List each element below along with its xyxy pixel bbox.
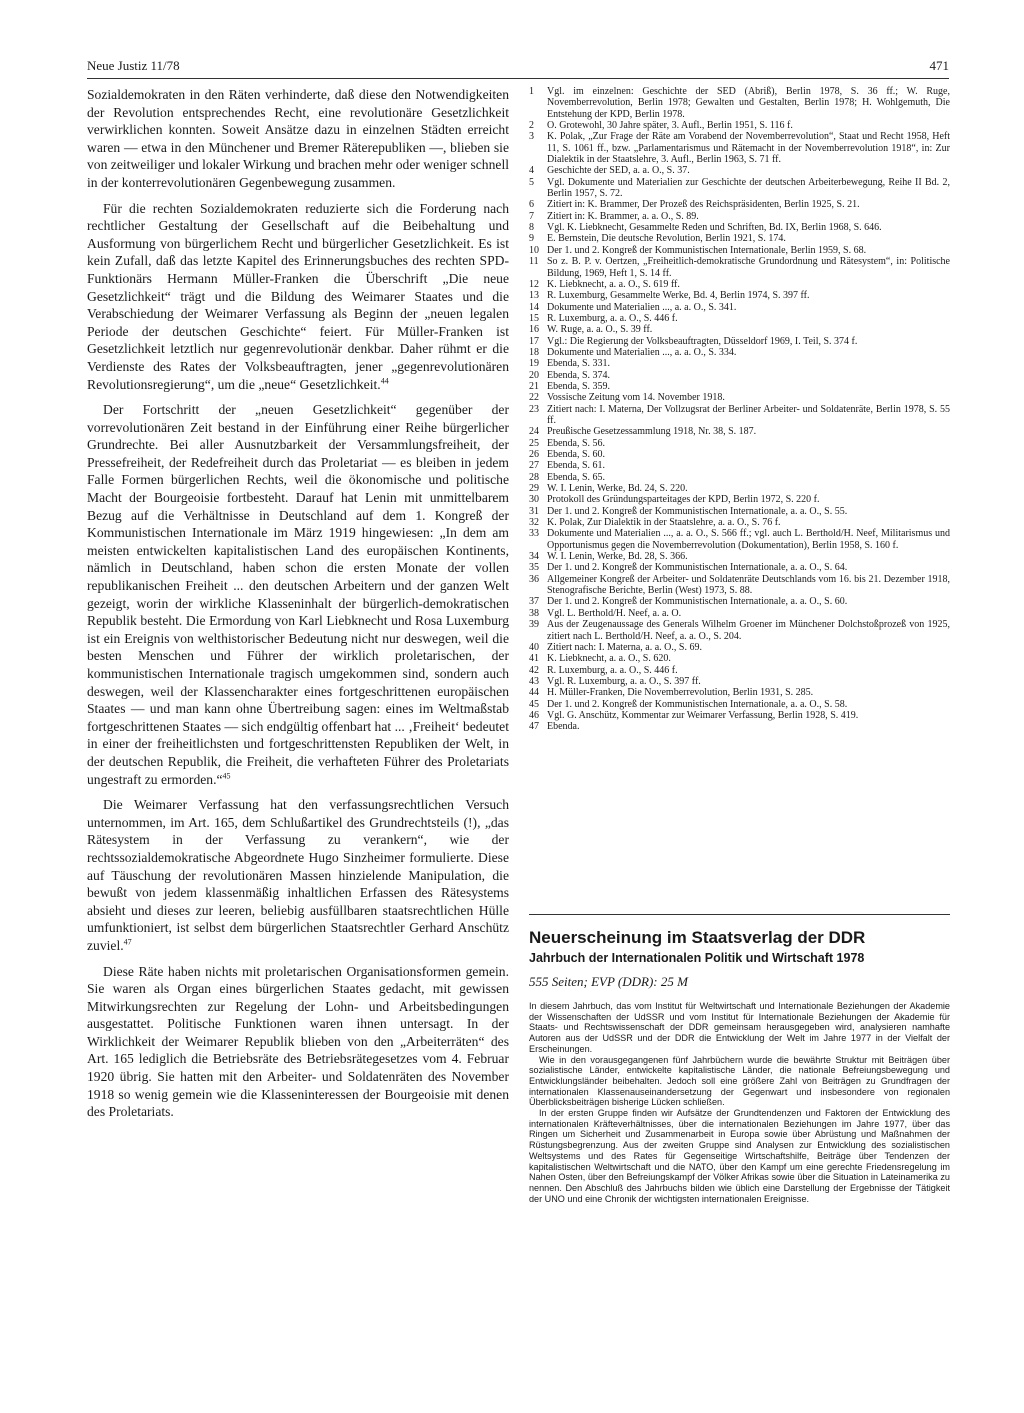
footnote-number: 2 <box>529 120 534 132</box>
footnote-item <box>529 619 950 642</box>
footnote-number: 3 <box>529 131 534 143</box>
footnote-number: 36 <box>529 573 539 585</box>
footnote-number: 19 <box>529 358 539 370</box>
footnote-number: 33 <box>529 528 539 540</box>
footnote-text: Vgl. R. Luxemburg, a. a. O., S. 397 ff. <box>547 675 701 687</box>
footnote-number: 38 <box>529 607 539 619</box>
footnote-text: Ebenda, S. 331. <box>547 358 611 370</box>
announcement-paragraph: Wie in den vorausgegangenen fünf Jahrbüchern wurde die bewährte Struktur mit Beiträgen über sozialistische Länder, entwickelte kapitalistische Länder, die nationale Befreiungsbewegung und Entwicklungsländer beibehalten. Jedoch soll eine größere Zahl von Beiträgen zu Grundfragen der internationalen Klassenauseinandersetzung der Gegenwart und insbesondere von regionalen Überblicksbeiträgen bisherige Lücken schließen. <box>529 1054 950 1108</box>
footnote-text: Vgl.: Die Regierung der Volksbeauftragten, Düsseldorf 1969, I. Teil, S. 374 f. <box>547 335 858 347</box>
footnote-item <box>529 199 950 210</box>
footnote-text: Geschichte der SED, a. a. O., S. 37. <box>547 165 690 177</box>
page-header <box>87 58 949 79</box>
footnote-number: 9 <box>529 233 534 245</box>
footnote-text: Der 1. und 2. Kongreß der Kommunistischen Internationale, Berlin 1959, S. 68. <box>547 244 867 256</box>
footnote-item <box>529 710 950 721</box>
footnote-number: 27 <box>529 460 539 472</box>
footnote-text: Der 1. und 2. Kongreß der Kommunistischen Internationale, a. a. O., S. 60. <box>547 596 848 608</box>
footnote-text: Ebenda, S. 65. <box>547 471 606 483</box>
footnote-number: 47 <box>529 721 539 733</box>
footnote-number: 41 <box>529 653 539 665</box>
footnote-text: So z. B. P. v. Oertzen, „Freiheitlich-demokratische Grundordnung und Rätesystem“, in: Politische Bildung, 1969, Heft 1, S. 14 ff. <box>547 256 950 279</box>
footnote-text: Vgl. K. Liebknecht, Gesammelte Reden und Schriften, Bd. IX, Berlin 1968, S. 646. <box>547 222 882 234</box>
footnote-item <box>529 233 950 244</box>
journal-title: Neue Justiz 11/78 <box>87 58 180 73</box>
footnote-number: 46 <box>529 709 539 721</box>
footnote-number: 22 <box>529 392 539 404</box>
footnote-number: 39 <box>529 619 539 631</box>
footnote-number: 14 <box>529 301 539 313</box>
footnote-text: Zitiert nach: I. Materna, Der Vollzugsrat der Berliner Arbeiter- und Soldatenräte, Berlin 1978, S. 55 ff. <box>547 403 950 426</box>
footnote-item <box>529 245 950 256</box>
footnote-item <box>529 687 950 698</box>
footnote-item <box>529 358 950 369</box>
footnote-text: Ebenda, S. 359. <box>547 380 611 392</box>
footnote-number: 25 <box>529 437 539 449</box>
announcement-headline: Neuerscheinung im Staatsverlag der DDR <box>529 928 866 947</box>
footnote-item <box>529 494 950 505</box>
body-paragraph: Für die rechten Sozialdemokraten reduzierte sich die Forderung nach rechtlicher Gestaltung der Gesellschaft auf die Beibehaltung und Ausformung von bürgerlichem Recht und bürgerlicher Gesetzlichkeit. Es ist kein Zufall, daß das letzte Kapitel des Erinnerungsbuches des rechten SPD-Funktionärs Hermann Müller-Franken die Überschrift „Die neue Gesetzlichkeit“ trägt und die Bildung des Weimarer Staates und die Verabschiedung der Weimarer Verfassung als Beginn der „neuen legalen Periode der deutschen Geschichte“ feiert. Für Müller-Franken ist Gesetzlichkeit letztlich nur gegenrevolutionär denkbar. Daher rühmt er die Verdienste des Rates der Volksbeauftragten, jener „gegenrevolutionären Revolutionsregierung“, um die „neue“ Gesetzlichkeit.$^{44}$ <box>87 200 509 392</box>
page-number: 471 <box>929 58 949 73</box>
footnote-number: 37 <box>529 596 539 608</box>
footnotes-list <box>529 86 950 733</box>
footnote-text: H. Müller-Franken, Die Novemberrevolution, Berlin 1931, S. 285. <box>547 687 814 699</box>
footnote-item <box>529 699 950 710</box>
footnote-item <box>529 460 950 471</box>
footnote-item <box>529 551 950 562</box>
footnote-text: Der 1. und 2. Kongreß der Kommunistischen Internationale, a. a. O., S. 64. <box>547 562 848 574</box>
footnote-number: 42 <box>529 664 539 676</box>
footnote-number: 1 <box>529 86 534 97</box>
footnote-number: 21 <box>529 380 539 392</box>
footnote-text: Dokumente und Materialien ..., a. a. O., S. 334. <box>547 346 737 358</box>
footnote-number: 6 <box>529 199 534 211</box>
footnote-item <box>529 676 950 687</box>
footnote-item <box>529 347 950 358</box>
footnote-text: Der 1. und 2. Kongreß der Kommunistischen Internationale, a. a. O., S. 55. <box>547 505 848 517</box>
footnote-text: Zitiert in: K. Brammer, Der Prozeß des Reichspräsidenten, Berlin 1925, S. 21. <box>547 199 860 211</box>
announcement-paragraph: In der ersten Gruppe finden wir Aufsätze der Grundtendenzen und Faktoren der Entwicklung des internationalen Kräfteverhältnisses, über die internationalen Beziehungen im Jahre 1977, über das Ringen um Sicherheit und Zusammenarbeit in Europa sowie über Abrüstung und Maßnahmen der Rüstungsbegrenzung. Aus der zweiten Gruppe sind Analysen zur Entwicklung des sozialistischen Weltsystems und des Rates für Gegenseitige Wirtschaftshilfe, Beiträge über Tendenzen der kapitalistischen Weltwirtschaft und die NATO, über den Kampf um eine gerechte Friedensregelung im Nahen Osten, über den Befreiungskampf der Völker Afrikas sowie über die Situation in Lateinamerika zu nennen. Den Abschluß des Jahrbuchs bilden wie üblich eine Darstellung der Ergebnisse der Tätigkeit der UNO und eine Chronik der wichtigsten internationalen Ereignisse. <box>529 1108 950 1204</box>
footnote-ref[interactable]: 45 <box>222 771 231 781</box>
footnote-text: W. I. Lenin, Werke, Bd. 24, S. 220. <box>547 483 688 495</box>
footnote-text: O. Grotewohl, 30 Jahre später, 3. Aufl., Berlin 1951, S. 116 f. <box>547 120 793 132</box>
footnote-number: 29 <box>529 483 539 495</box>
footnote-item <box>529 472 950 483</box>
footnote-item <box>529 290 950 301</box>
footnote-item <box>529 653 950 664</box>
footnote-item <box>529 211 950 222</box>
footnote-text: Der 1. und 2. Kongreß der Kommunistischen Internationale, a. a. O., S. 58. <box>547 698 848 710</box>
footnote-text: R. Luxemburg, a. a. O., S. 446 f. <box>547 664 678 676</box>
footnote-number: 40 <box>529 641 539 653</box>
announcement-paragraph: In diesem Jahrbuch, das vom Institut für Weltwirtschaft und Internationale Beziehungen der Akademie der Wissenschaften der UdSSR und vom Institut für Internationale Beziehungen der Akademie für Staats- und Rechtswissenschaft der DDR gemeinsam herausgegeben wird, analysieren namhafte Autoren aus der UdSSR und der DDR die Entwicklung der Welt im Jahre 1977 in der Vielfalt der Erscheinungen. <box>529 1001 950 1054</box>
footnote-number: 31 <box>529 505 539 517</box>
footnote-text: E. Bernstein, Die deutsche Revolution, Berlin 1921, S. 174. <box>547 233 786 245</box>
footnote-item <box>529 256 950 279</box>
footnote-text: Vossische Zeitung vom 14. November 1918. <box>547 392 725 404</box>
footnote-text: Dokumente und Materialien ..., a. a. O., S. 341. <box>547 301 737 313</box>
footnote-item <box>529 438 950 449</box>
section-divider <box>529 914 950 915</box>
footnote-text: Preußische Gesetzessammlung 1918, Nr. 38, S. 187. <box>547 426 757 438</box>
footnote-text: K. Liebknecht, a. a. O., S. 619 ff. <box>547 278 680 290</box>
footnote-item <box>529 596 950 607</box>
footnote-text: Allgemeiner Kongreß der Arbeiter- und Soldatenräte Deutschlands vom 16. bis 21. Dezember 1918, Stenografische Berichte, Berlin (West) 1973, S. 88. <box>547 573 950 597</box>
footnote-item <box>529 404 950 427</box>
footnote-text: Ebenda, S. 374. <box>547 369 611 381</box>
footnote-number: 26 <box>529 449 539 460</box>
footnote-text: Zitiert nach: I. Materna, a. a. O., S. 69. <box>547 641 702 653</box>
footnote-number: 30 <box>529 494 539 506</box>
footnote-text: K. Polak, Zur Dialektik in der Staatslehre, a. a. O., S. 76 f. <box>547 517 781 529</box>
footnote-item <box>529 449 950 460</box>
footnote-number: 23 <box>529 403 539 415</box>
footnote-ref[interactable]: 47 <box>123 937 132 947</box>
footnote-text: Zitiert in: K. Brammer, a. a. O., S. 89. <box>547 210 699 222</box>
footnote-text: Vgl. Dokumente und Materialien zur Geschichte der deutschen Arbeiterbewegung, Reihe II Bd. 2, Berlin 1957, S. 72. <box>547 176 950 200</box>
footnote-text: W. I. Lenin, Werke, Bd. 28, S. 366. <box>547 551 688 563</box>
footnote-number: 12 <box>529 278 539 290</box>
footnote-number: 5 <box>529 176 534 188</box>
body-paragraph: Die Weimarer Verfassung hat den verfassungsrechtlichen Versuch unternommen, im Art. 165, dem Schlußartikel des Grundrechtsteils (!), „das Rätesystem in der Verfassung zu verankern“, wie der rechtssozialdemokratische Abgeordnete Hugo Sinzheimer formulierte. Diese auf Täuschung der revolutionären Massen hinzielende Manipulation, die bewußt von jedem klassenmäßig inhaltlichen Erfassen des Rätesystems absieht und dieses zur leeren, beliebig ausfüllbaren staatsrechtlichen Hülle umfunktioniert, ist selbst dem bürgerlichen Staatsrechtler Gerhard Anschütz zuviel.$^{47}$ <box>87 797 509 953</box>
body-paragraph: Sozialdemokraten in den Räten verhinderte, daß diese den Notwendigkeiten der Revolution entsprechendes Recht, eine revolutionäre Gesetzlichkeit verwirklichen konnten. Soweit Ansätze dazu in einzelnen Städten erreicht waren — etwa in den Münchener und Bremer Räterepubliken —, blieben sie von zeitweiliger und lokaler Wirkung und brachen mehr oder weniger schnell in der konterrevolutionären Gegenbewegung zusammen. <box>87 87 509 190</box>
footnote-item <box>529 131 950 165</box>
footnote-item <box>529 574 950 597</box>
footnote-number: 28 <box>529 471 539 483</box>
footnote-number: 35 <box>529 562 539 574</box>
footnote-text: R. Luxemburg, a. a. O., S. 446 f. <box>547 312 678 324</box>
footnote-text: Ebenda, S. 61. <box>547 460 606 472</box>
footnote-number: 32 <box>529 517 539 529</box>
footnote-number: 43 <box>529 675 539 687</box>
footnote-number: 4 <box>529 165 534 177</box>
footnote-item <box>529 313 950 324</box>
footnote-item <box>529 222 950 233</box>
footnote-item <box>529 517 950 528</box>
footnote-item <box>529 392 950 403</box>
footnote-item <box>529 86 950 120</box>
footnote-item <box>529 381 950 392</box>
footnote-number: 8 <box>529 222 534 234</box>
footnote-item <box>529 426 950 437</box>
footnote-item <box>529 165 950 176</box>
footnote-item <box>529 483 950 494</box>
footnote-item <box>529 370 950 381</box>
footnote-number: 45 <box>529 698 539 710</box>
footnote-text: Ebenda. <box>547 721 580 733</box>
footnote-number: 34 <box>529 551 539 563</box>
footnote-text: Dokumente und Materialien ..., a. a. O., S. 566 ff.; vgl. auch L. Berthold/H. Neef, Militarismus und Opportunismus gegen die Novemberrevolution (Dokumentation), Berlin 1958, S. 160 f. <box>547 528 950 551</box>
footnote-text: Vgl. im einzelnen: Geschichte der SED (Abriß), Berlin 1978, S. 36 ff.; W. Ruge, Novemberrevolution, Berlin 1978; Gewalten und Gestalten, Berlin 1978; H. Wohlgemuth, Die Entstehung der KPD, Berlin 1978. <box>547 86 950 120</box>
footnote-text: K. Polak, „Zur Frage der Räte am Vorabend der Novemberrevolution“, Staat und Recht 1958, Heft 11, S. 1061 ff., bzw. „Parlamentarismus und Rätemacht in der Novemberrevolution 1918“, in: Zur Dialektik in der Staatslehre, 3. Aufl., Berlin 1963, S. 71 ff. <box>547 131 950 166</box>
announcement-price: 555 Seiten; EVP (DDR): 25 M <box>529 974 688 989</box>
footnote-number: 44 <box>529 687 539 699</box>
footnote-text: Protokoll des Gründungsparteitages der KPD, Berlin 1972, S. 220 f. <box>547 494 820 506</box>
announcement-text <box>529 1001 950 1204</box>
footnote-item <box>529 336 950 347</box>
footnote-number: 15 <box>529 312 539 324</box>
footnote-number: 11 <box>529 256 539 268</box>
footnote-item <box>529 642 950 653</box>
footnote-number: 17 <box>529 335 539 347</box>
footnote-item <box>529 665 950 676</box>
footnote-number: 20 <box>529 369 539 381</box>
footnote-text: Ebenda, S. 56. <box>547 437 606 449</box>
footnote-item <box>529 302 950 313</box>
footnote-number: 18 <box>529 346 539 358</box>
footnote-text: Aus der Zeugenaussage des Generals Wilhelm Groener im Münchener Dolchstoßprozeß von 1925, zitiert nach L. Berthold/H. Neef, a. a. O., S. 204. <box>547 619 950 642</box>
footnote-item <box>529 120 950 131</box>
footnote-number: 16 <box>529 324 539 336</box>
footnote-item <box>529 324 950 335</box>
footnote-item <box>529 562 950 573</box>
footnote-item <box>529 506 950 517</box>
footnote-number: 24 <box>529 426 539 438</box>
footnote-item <box>529 528 950 551</box>
footnote-item <box>529 177 950 200</box>
footnote-number: 7 <box>529 210 534 222</box>
publication-announcement <box>529 928 950 1204</box>
announcement-subtitle: Jahrbuch der Internationalen Politik und Wirtschaft 1978 <box>529 951 865 965</box>
footnote-item <box>529 608 950 619</box>
article-body <box>87 86 509 1129</box>
body-paragraph: Diese Räte haben nichts mit proletarischen Organisationsformen gemein. Sie waren als Organ eines bürgerlichen Staates gedacht, mit gewissen Mitwirkungsrechten zur Regelung der Lohn- und Arbeitsbedingungen ausgestattet. Politische Funktionen waren ihnen untersagt. In der Wirklichkeit der Weimarer Republik blieben von den „Arbeiterräten“ des Art. 165 lediglich die Betriebsräte des Betriebsrätegesetzes vom 4. Februar 1920 übrig. Sie hatten mit den Arbeiter- und Soldatenräten des November 1918 so wenig gemein wie die Klasseninteressen der Bourgeoisie mit denen des Proletariats. <box>87 963 509 1120</box>
footnote-number: 13 <box>529 290 539 302</box>
body-paragraph: Der Fortschritt der „neuen Gesetzlichkeit“ gegenüber der vorrevolutionären Zeit bestand in der Einführung einer Reihe bürgerlicher Grundrechte. Bei aller Ausnutzbarkeit der Versammlungsfreiheit, der Pressefreiheit, der Redefreiheit durch das Proletariat — es bleiben in jedem Falle Formen bürgerlichen Rechts, weil die ökonomische und politische Macht der Bourgeoisie fortbesteht. Darauf hat Lenin mit unmittelbarem Bezug auf die Verhältnisse in Deutschland auf dem 1. Kongreß der Kommunistischen Internationale im März 1919 hingewiesen: „In dem am meisten entwickelten kapitalistischen Land des europäischen Kontinents, nämlich in Deutschland, haben schon die ersten Monate der vollen republikanischen Freiheit ... den deutschen Arbeitern und der ganzen Welt gezeigt, worin der wirkliche Klasseninhalt der bürgerlich-demokratischen Republik besteht. Die Ermordung von Karl Liebknecht und Rosa Luxemburg ist ein Ereignis von welthistorischer Bedeutung nicht nur deswegen, weil die besten Menschen und Führer der wirklich proletarischen, der kommunistischen Internationale tragisch umgekommen sind, sondern auch deswegen, weil der Klassencharakter eines fortgeschrittenen europäischen Staates — und man kann ohne Übertreibung sagen: eines im Weltmaßstab fortgeschrittenen Staates — sich endgültig offenbart hat ... ‚Freiheit‘ bedeutet in einer der freiheitlichsten und fortgeschrittensten Republiken der Welt, in der deutschen Republik, die Freiheit, die verhafteten Führer des Proletariats ungestraft zu ermorden.“$^{45}$ <box>87 402 509 787</box>
footnote-text: R. Luxemburg, Gesammelte Werke, Bd. 4, Berlin 1974, S. 397 ff. <box>547 290 810 302</box>
footnote-text: W. Ruge, a. a. O., S. 39 ff. <box>547 324 653 336</box>
footnote-ref[interactable]: 44 <box>380 375 389 385</box>
footnote-text: Vgl. G. Anschütz, Kommentar zur Weimarer Verfassung, Berlin 1928, S. 419. <box>547 709 859 721</box>
footnote-text: Vgl. L. Berthold/H. Neef, a. a. O. <box>547 607 682 619</box>
footnote-text: K. Liebknecht, a. a. O., S. 620. <box>547 653 671 665</box>
footnote-item <box>529 721 950 732</box>
footnote-number: 10 <box>529 244 539 256</box>
footnote-item <box>529 279 950 290</box>
footnote-text: Ebenda, S. 60. <box>547 449 606 460</box>
